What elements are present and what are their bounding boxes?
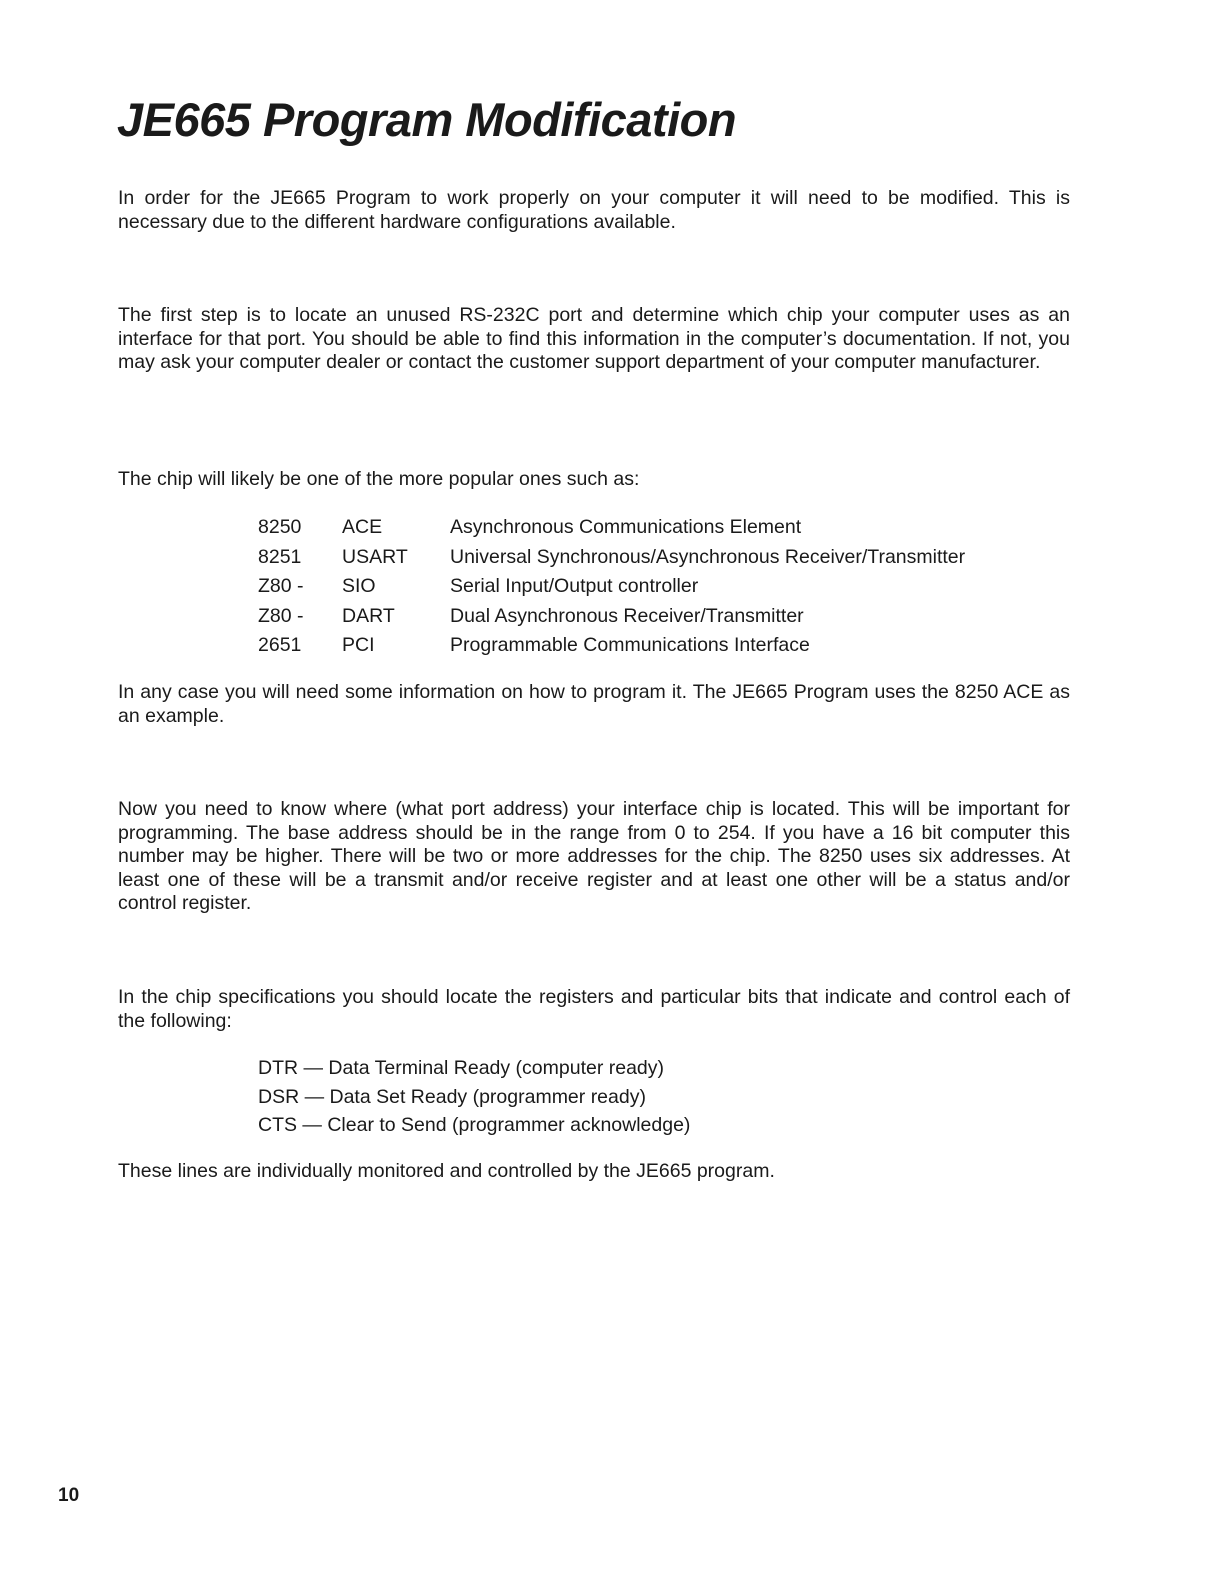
chip-description: Serial Input/Output controller xyxy=(450,575,699,597)
chip-number: Z80 - xyxy=(258,604,304,627)
chip-description: Programmable Communications Interface xyxy=(450,634,810,656)
signal-item-dsr: DSR — Data Set Ready (programmer ready) xyxy=(258,1085,646,1108)
programming-info-paragraph: In any case you will need some information on how to program it. The JE665 Program uses the 8250 ACE as an example. xyxy=(118,681,1070,727)
chip-intro-paragraph: The chip will likely be one of the more popular ones such as: xyxy=(118,468,640,490)
intro-paragraph: In order for the JE665 Program to work properly on your computer it will need to be modified. This is necessary due to the different hardware configurations available. xyxy=(118,187,1070,233)
monitoring-paragraph: These lines are individually monitored and controlled by the JE665 program. xyxy=(118,1160,775,1182)
chip-description: Dual Asynchronous Receiver/Transmitter xyxy=(450,604,804,627)
chip-abbreviation: SIO xyxy=(342,575,376,597)
chip-row xyxy=(258,631,965,661)
signal-item-dtr: DTR — Data Terminal Ready (computer ready) xyxy=(258,1057,665,1079)
chip-number: Z80 - xyxy=(258,575,304,597)
chip-row xyxy=(258,572,965,602)
chip-row xyxy=(258,543,965,573)
page-title: JE665 Program Modification xyxy=(117,93,737,146)
chip-abbreviation: DART xyxy=(342,604,395,627)
page-number: 10 xyxy=(58,1485,80,1506)
chip-row xyxy=(258,602,965,632)
chip-abbreviation: ACE xyxy=(342,516,383,538)
chip-specifications-paragraph: In the chip specifications you should locate the registers and particular bits that indicate and control each of the following: xyxy=(118,986,1070,1032)
chip-table xyxy=(258,513,965,661)
port-address-paragraph: Now you need to know where (what port address) your interface chip is located. This will be important for programming. The base address should be in the range from 0 to 254. If you have a 16 bit computer this number may be higher. There will be two or more addresses for the chip. The 8250 uses six addresses. At least one of these will be a transmit and/or receive register and at least one other will be a status and/or control register. xyxy=(118,798,1070,914)
chip-description: Universal Synchronous/Asynchronous Receiver/Transmitter xyxy=(450,545,966,568)
signal-list xyxy=(258,1054,690,1140)
chip-number: 8251 xyxy=(258,545,302,568)
chip-description: Asynchronous Communications Element xyxy=(450,516,802,538)
chip-abbreviation: PCI xyxy=(342,634,375,656)
first-step-paragraph: The first step is to locate an unused RS-232C port and determine which chip your computer uses as an interface for that port. You should be able to find this information in the computer’s documentation. If not, you may ask your computer dealer or contact the customer support department of your computer manufacturer. xyxy=(118,304,1070,373)
chip-number: 2651 xyxy=(258,634,302,656)
chip-number: 8250 xyxy=(258,516,302,538)
chip-row xyxy=(258,513,965,543)
chip-abbreviation: USART xyxy=(342,545,408,568)
signal-item-cts: CTS — Clear to Send (programmer acknowledge) xyxy=(258,1114,691,1136)
